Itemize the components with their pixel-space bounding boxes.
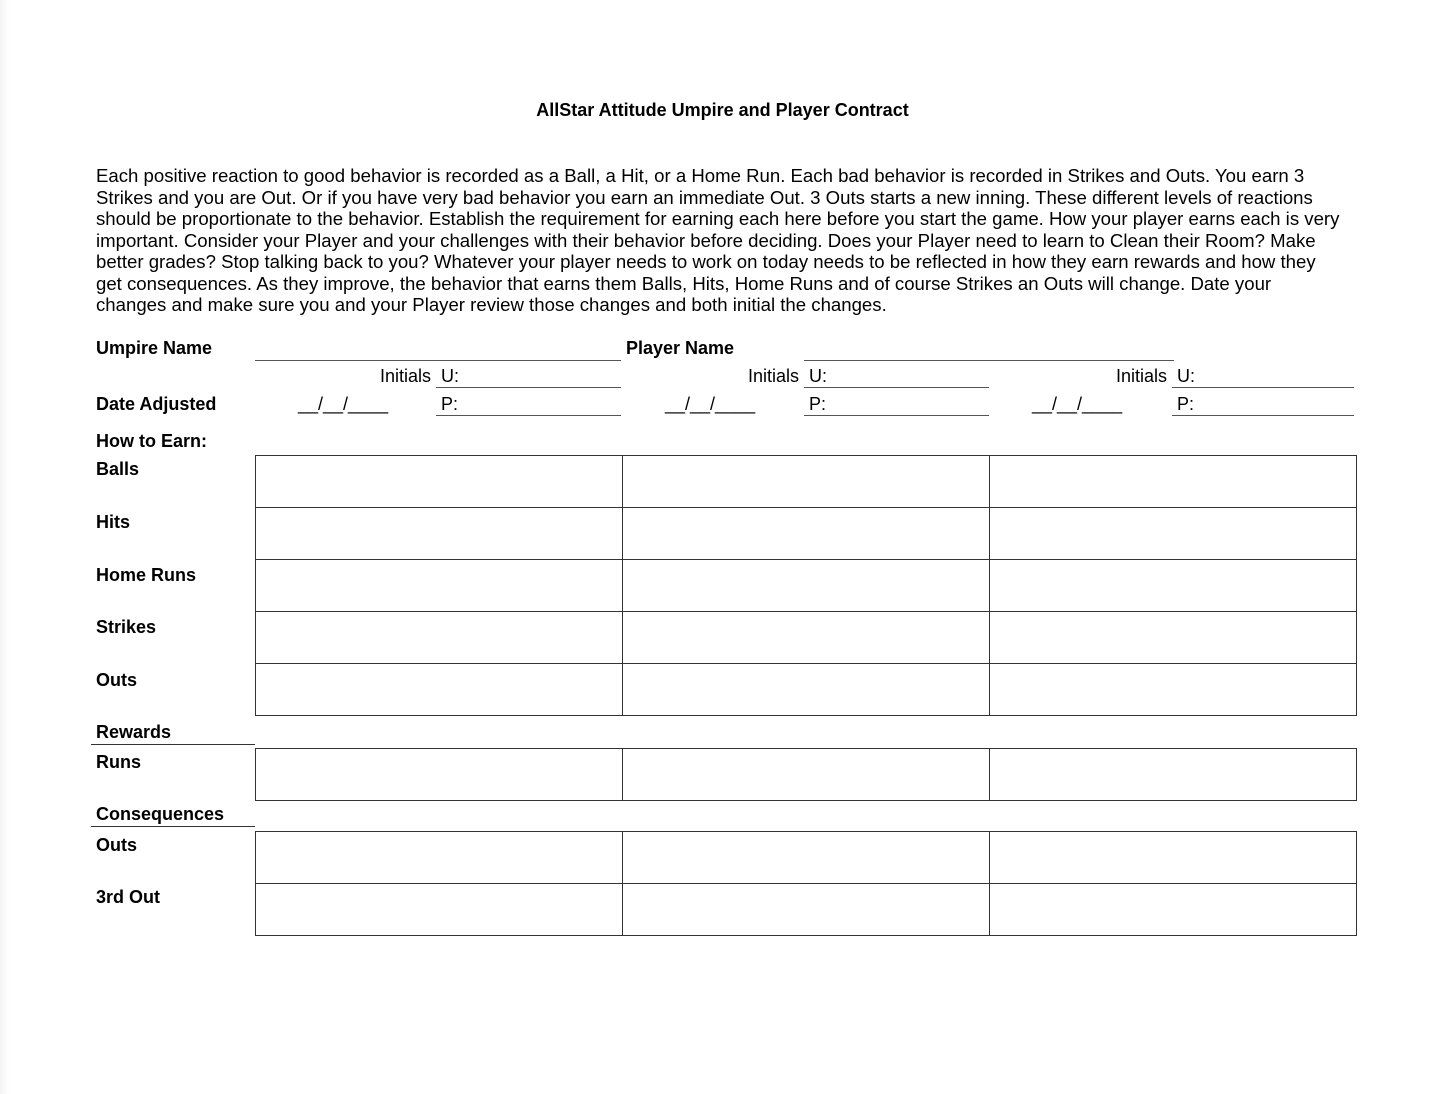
table-cell[interactable] <box>990 884 1357 936</box>
table-cell[interactable] <box>623 664 990 716</box>
initials-label: Initials <box>748 366 800 386</box>
row-label-home-runs: Home Runs <box>96 565 197 585</box>
row-label-consequence-outs: Outs <box>96 835 138 855</box>
row-label-runs: Runs <box>96 752 141 772</box>
table-cell[interactable] <box>256 749 623 801</box>
row-label-strikes: Strikes <box>96 617 157 637</box>
page-title: AllStar Attitude Umpire and Player Contract <box>536 100 909 120</box>
row-label-hits: Hits <box>96 512 131 532</box>
table-row <box>256 664 1357 716</box>
player-name-field[interactable] <box>804 360 1174 361</box>
row-label-outs: Outs <box>96 670 138 690</box>
rewards-table <box>255 748 1357 801</box>
date-field-2[interactable]: __/__/____ <box>665 394 756 414</box>
rewards-divider <box>91 744 255 745</box>
table-row <box>256 456 1357 508</box>
table-cell[interactable] <box>256 456 623 508</box>
table-cell[interactable] <box>623 508 990 560</box>
consequences-table <box>255 831 1357 936</box>
table-cell[interactable] <box>990 612 1357 664</box>
intro-line: changes and make sure you and your Player review those changes and both initial the changes. <box>96 294 887 315</box>
how-to-earn-label: How to Earn: <box>96 431 207 451</box>
initials-u-field-2[interactable] <box>804 387 989 388</box>
table-row <box>256 560 1357 612</box>
initials-label: Initials <box>1116 366 1168 386</box>
table-row <box>256 612 1357 664</box>
initials-u-label: U: <box>809 366 827 386</box>
intro-line: Each positive reaction to good behavior is recorded as a Ball, a Hit, or a Home Run. Each bad behavior is recorded in Strikes and Outs. You earn 3 <box>96 165 1305 186</box>
table-cell[interactable] <box>990 508 1357 560</box>
intro-line: Strikes and you are Out. Or if you have very bad behavior you earn an immediate Out. 3 Outs starts a new inning. These different levels of reactions <box>96 186 1313 208</box>
initials-p-label: P: <box>1177 394 1195 414</box>
table-cell[interactable] <box>623 832 990 884</box>
initials-u-label: U: <box>1177 366 1195 386</box>
table-cell[interactable] <box>990 664 1357 716</box>
table-cell[interactable] <box>623 560 990 612</box>
table-cell[interactable] <box>256 832 623 884</box>
table-cell[interactable] <box>990 749 1357 801</box>
initials-p-field-2[interactable] <box>804 415 989 416</box>
initials-p-label: P: <box>441 394 459 414</box>
umpire-name-label: Umpire Name <box>96 338 213 358</box>
table-row <box>256 832 1357 884</box>
consequences-divider <box>91 826 255 827</box>
intro-line: important. Consider your Player and your challenges with their behavior before deciding. Does your Player need to learn to Clean their Room? Make <box>96 229 1316 251</box>
table-cell[interactable] <box>623 749 990 801</box>
table-row <box>256 508 1357 560</box>
date-field-3[interactable]: __/__/____ <box>1032 394 1123 414</box>
table-cell[interactable] <box>256 612 623 664</box>
page-edge-shadow <box>0 0 10 1094</box>
initials-p-label: P: <box>809 394 827 414</box>
table-cell[interactable] <box>623 612 990 664</box>
intro-line: better grades? Stop talking back to you? Whatever your player needs to work on today needs to be reflected in how they earn rewards and how they <box>96 251 1316 272</box>
date-field-1[interactable]: __/__/____ <box>298 394 389 414</box>
table-cell[interactable] <box>990 560 1357 612</box>
table-cell[interactable] <box>990 456 1357 508</box>
initials-p-field-3[interactable] <box>1172 415 1354 416</box>
row-label-balls: Balls <box>96 459 140 479</box>
intro-line: get consequences. As they improve, the behavior that earns them Balls, Hits, Home Runs and of course Strikes an Outs will change. Date your <box>96 272 1272 294</box>
initials-p-field-1[interactable] <box>436 415 621 416</box>
initials-u-field-1[interactable] <box>436 387 621 388</box>
table-cell[interactable] <box>256 664 623 716</box>
table-cell[interactable] <box>623 884 990 936</box>
intro-paragraph <box>96 165 1339 316</box>
initials-u-label: U: <box>441 366 459 386</box>
table-cell[interactable] <box>623 456 990 508</box>
date-adjusted-label: Date Adjusted <box>96 394 217 414</box>
table-row <box>256 749 1357 801</box>
player-name-label: Player Name <box>626 338 735 358</box>
initials-label: Initials <box>380 366 432 386</box>
how-to-earn-table <box>255 455 1357 716</box>
table-cell[interactable] <box>256 508 623 560</box>
intro-line: should be proportionate to the behavior. Establish the requirement for earning each here before you start the game. How your player earns each is very <box>96 208 1340 229</box>
initials-u-field-3[interactable] <box>1172 387 1354 388</box>
row-label-third-out: 3rd Out <box>96 887 161 907</box>
table-row <box>256 884 1357 936</box>
table-cell[interactable] <box>256 884 623 936</box>
rewards-label: Rewards <box>96 722 172 742</box>
table-cell[interactable] <box>990 832 1357 884</box>
umpire-name-field[interactable] <box>255 360 621 361</box>
consequences-label: Consequences <box>96 804 225 824</box>
table-cell[interactable] <box>256 560 623 612</box>
